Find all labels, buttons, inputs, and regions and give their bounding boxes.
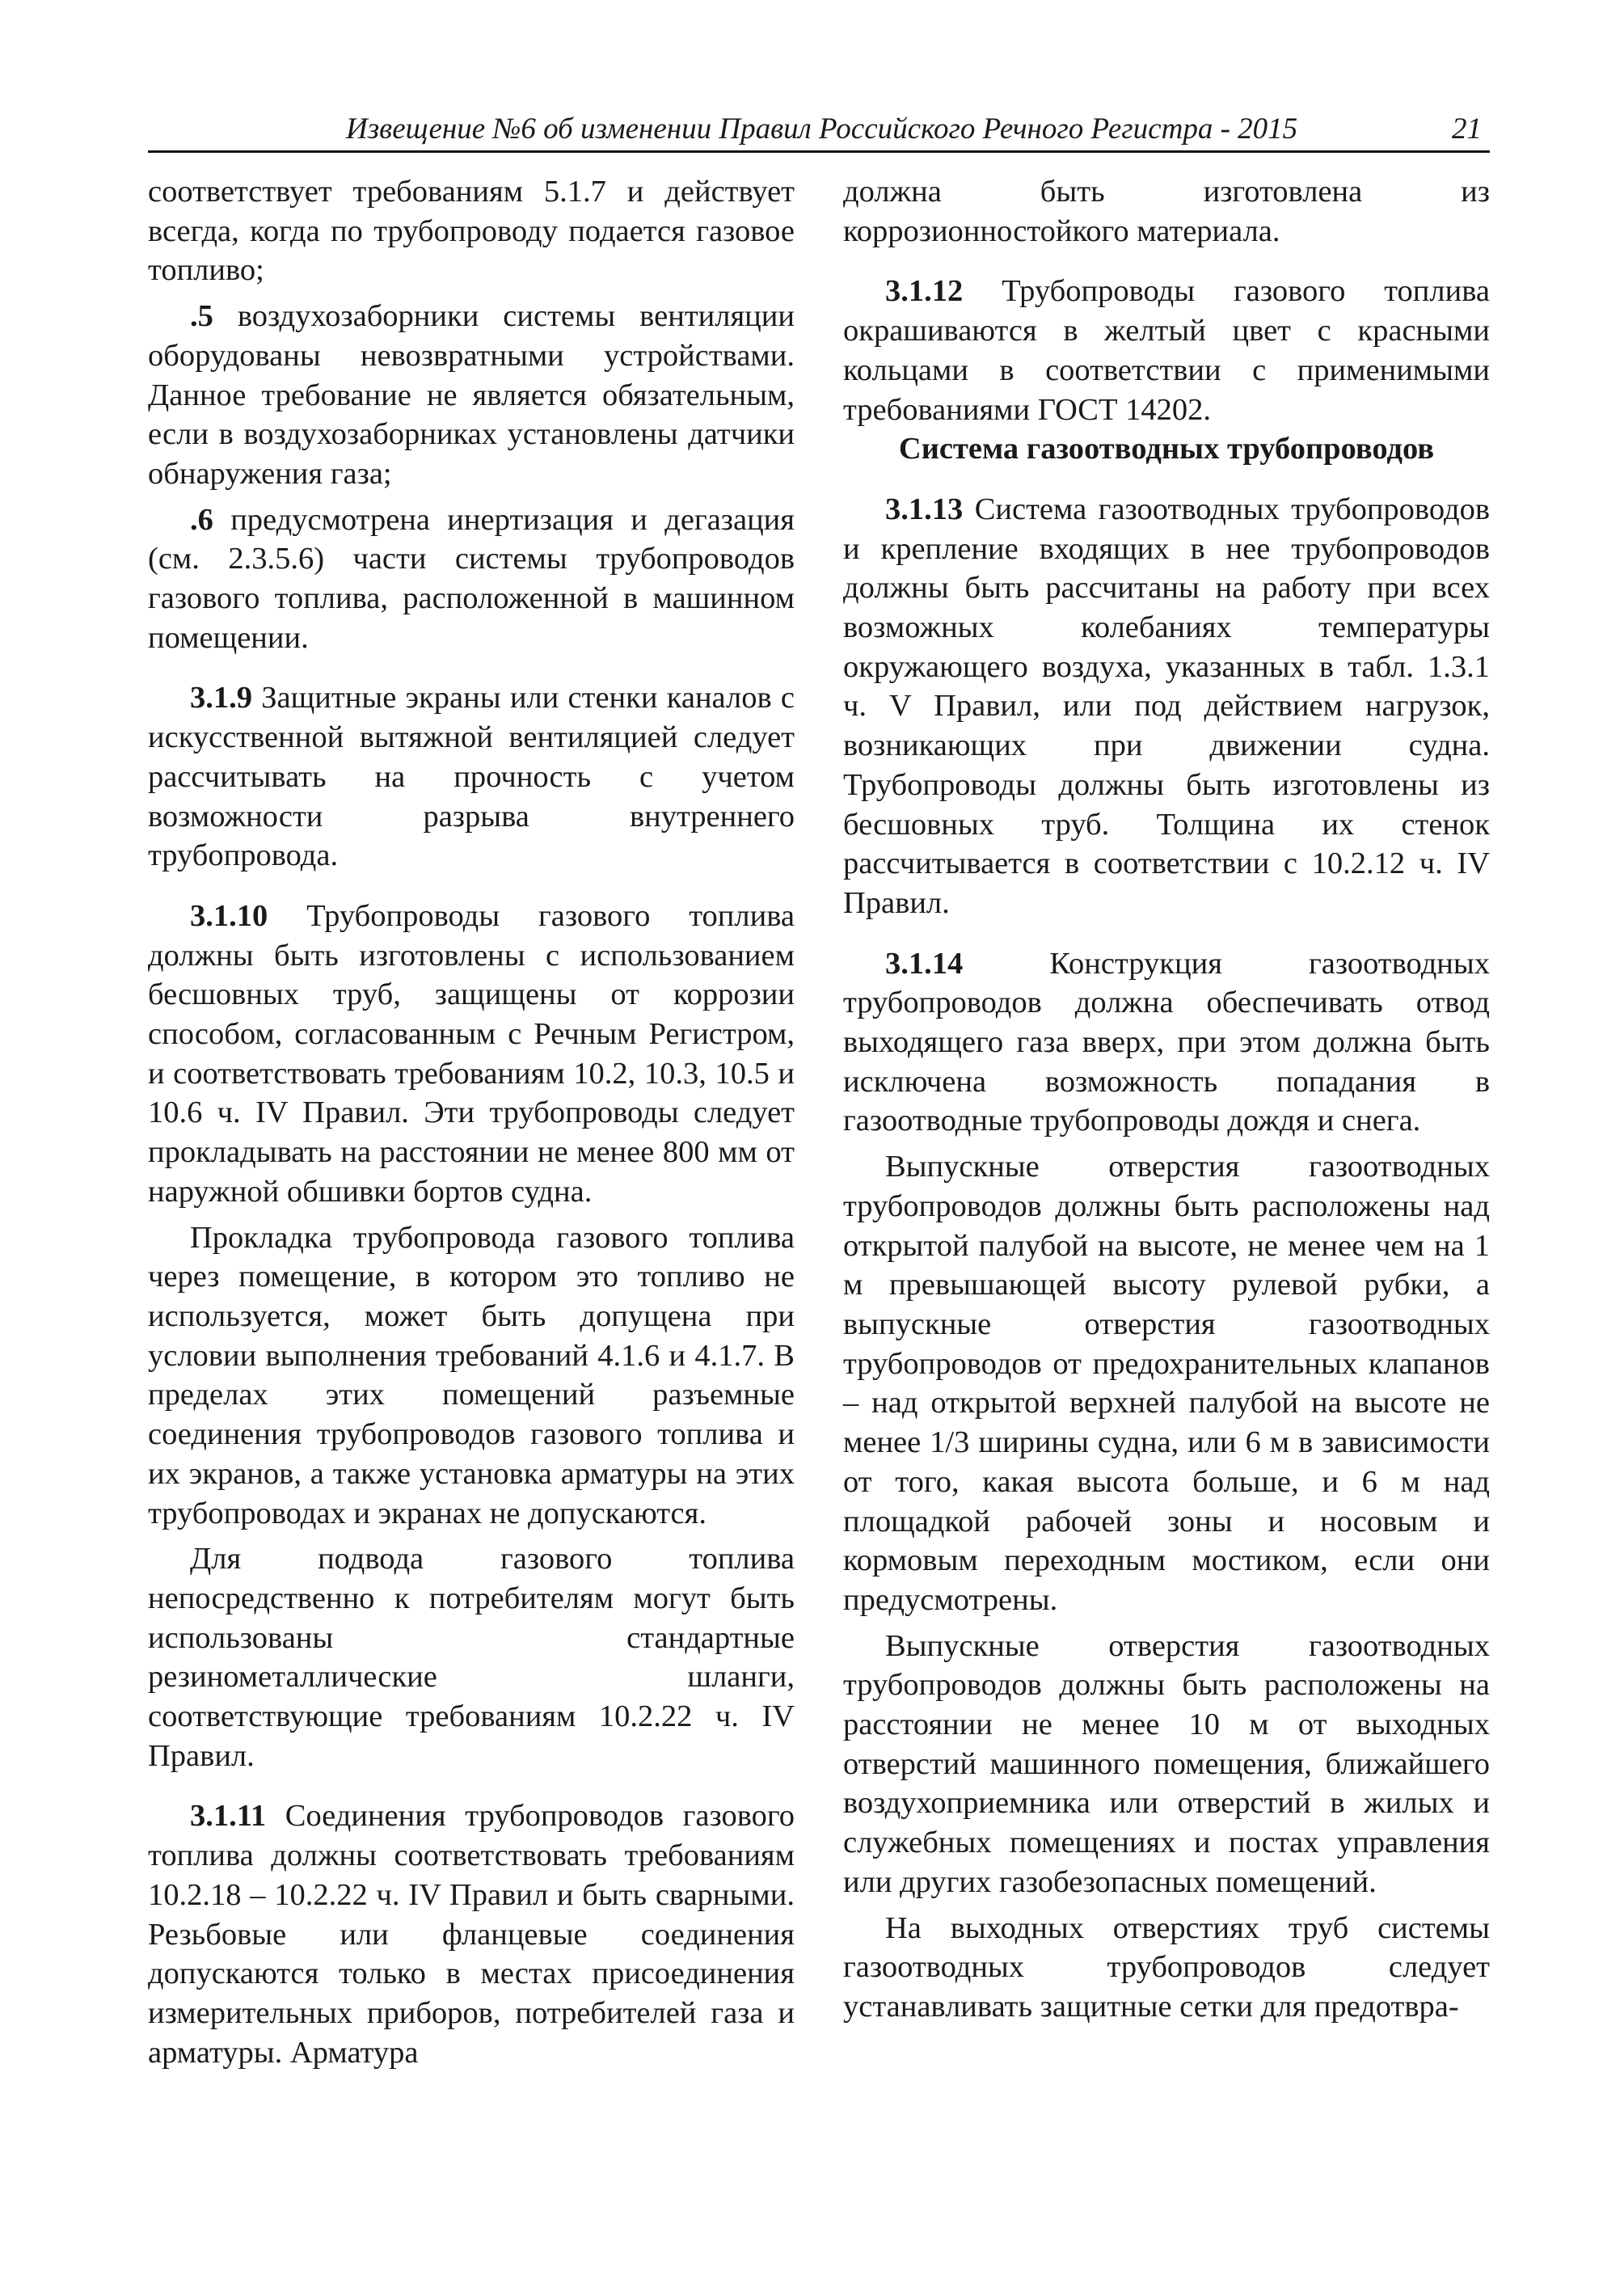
- clause-number: 3.1.10: [190, 898, 268, 933]
- clause-number: 3.1.11: [190, 1799, 267, 1834]
- item-number: .6: [190, 502, 213, 537]
- item-number: .5: [190, 299, 213, 334]
- paragraph: На выходных отверстиях труб системы газоотводных трубопроводов следует устанавливать защитные сетки для предотвра-: [843, 1910, 1490, 2024]
- paragraph-item-6: .6 предусмотрена инертизация и дегазация (см. 2.3.5.6) части системы трубопроводов газового топлива, расположенной в машинном помещении.: [148, 502, 795, 655]
- paragraph: должна быть изготовлена из коррозионностойкого материала.: [843, 175, 1490, 248]
- clause-3-1-9: 3.1.9 Защитные экраны или стенки каналов с искусственной вытяжной вентиляцией следует рассчитывать на прочность с учетом возможности разрыва внутреннего трубопровода.: [148, 681, 795, 873]
- left-column: [148, 172, 795, 2072]
- clause-3-1-13: 3.1.13 Система газоотводных трубопроводов и крепление входящих в нее трубопроводов должны быть рассчитаны на работу при всех возможных колебаниях температуры окружающего воздуха, указанных в табл. 1.3.1 ч. V Правил, или под действием нагрузок, возникающих при движении судна. Трубопроводы должны быть изготовлены из бесшовных труб. Толщина их стенок рассчитывается в соответствии с 10.2.12 ч. IV Правил.: [843, 492, 1490, 920]
- clause-3-1-10: 3.1.10 Трубопроводы газового топлива должны быть изготовлены с использованием бесшовных труб, защищены от коррозии способом, согласованным с Речным Регистром, и соответствовать требованиям 10.2, 10.3, 10.5 и 10.6 ч. IV Правил. Эти трубопроводы следует прокладывать на расстоянии не менее 800 мм от наружной обшивки бортов судна.: [148, 898, 795, 1209]
- paragraph: Выпускные отверстия газоотводных трубопроводов должны быть расположены на расстоянии не менее 10 м от выходных отверстий машинного помещения, ближайшего воздухоприемника или отверстий в жилых и служебных помещениях и постах управления или других газобезопасных помещений.: [843, 1628, 1490, 1899]
- paragraph: Для подвода газового топлива непосредственно к потребителям могут быть использованы стандартные резинометаллические шланги, соответствующие требованиям 10.2.22 ч. IV Правил.: [148, 1542, 795, 1773]
- page-number: 21: [1452, 112, 1482, 146]
- clause-number: 3.1.9: [190, 681, 252, 715]
- header-title: Извещение №6 об изменении Правил Российского Речного Регистра - 2015: [346, 112, 1298, 146]
- clause-number: 3.1.13: [885, 492, 964, 526]
- clause-3-1-12: 3.1.12 Трубопроводы газового топлива окрашиваются в желтый цвет с красными кольцами в соответствии с применимыми требованиями ГОСТ 14202.: [843, 274, 1490, 427]
- paragraph: Прокладка трубопровода газового топлива через помещение, в котором это топливо не используется, может быть допущена при условии выполнения требований 4.1.6 и 4.1.7. В пределах этих помещений разъемные соединения трубопроводов газового топлива и их экранов, а также установка арматуры на этих трубопроводах и экранах не допускаются.: [148, 1220, 795, 1530]
- running-header: [148, 110, 1490, 153]
- clause-3-1-11: 3.1.11 Соединения трубопроводов газового топлива должны соответствовать требованиям 10.2.18 – 10.2.22 ч. IV Правил и быть сварными. Резьбовые или фланцевые соединения допускаются только в местах присоединения измерительных приборов, потребителей газа и арматуры. Арматура: [148, 1799, 795, 2070]
- paragraph: Выпускные отверстия газоотводных трубопроводов должны быть расположены над открытой палубой на высоте, не менее чем на 1 м превышающей высоту рулевой рубки, а выпускные отверстия газоотводных трубопроводов от предохранительных клапанов – над открытой верхней палубой на высоте не менее 1/3 ширины судна, или 6 м в зависимости от того, какая высота больше, и 6 м над площадкой рабочей зоны и носовым и кормовым переходным мостиком, если они предусмотрены.: [843, 1150, 1490, 1617]
- paragraph-item-5: .5 воздухозаборники системы вентиляции оборудованы невозвратными устройствами. Данное требование не является обязательным, если в воздухозаборниках установлены датчики обнаружения газа;: [148, 299, 795, 491]
- right-column: [843, 172, 1490, 2027]
- clause-3-1-14: 3.1.14 Конструкция газоотводных трубопроводов должна обеспечивать отвод выходящего газа вверх, при этом должна быть исключена возможность попадания в газоотводные трубопроводы дождя и снега.: [843, 946, 1490, 1138]
- paragraph: соответствует требованиям 5.1.7 и действует всегда, когда по трубопроводу подается газовое топливо;: [148, 175, 795, 288]
- clause-number: 3.1.14: [885, 946, 964, 981]
- clause-number: 3.1.12: [885, 274, 964, 309]
- section-title: Система газоотводных трубопроводов: [898, 432, 1435, 466]
